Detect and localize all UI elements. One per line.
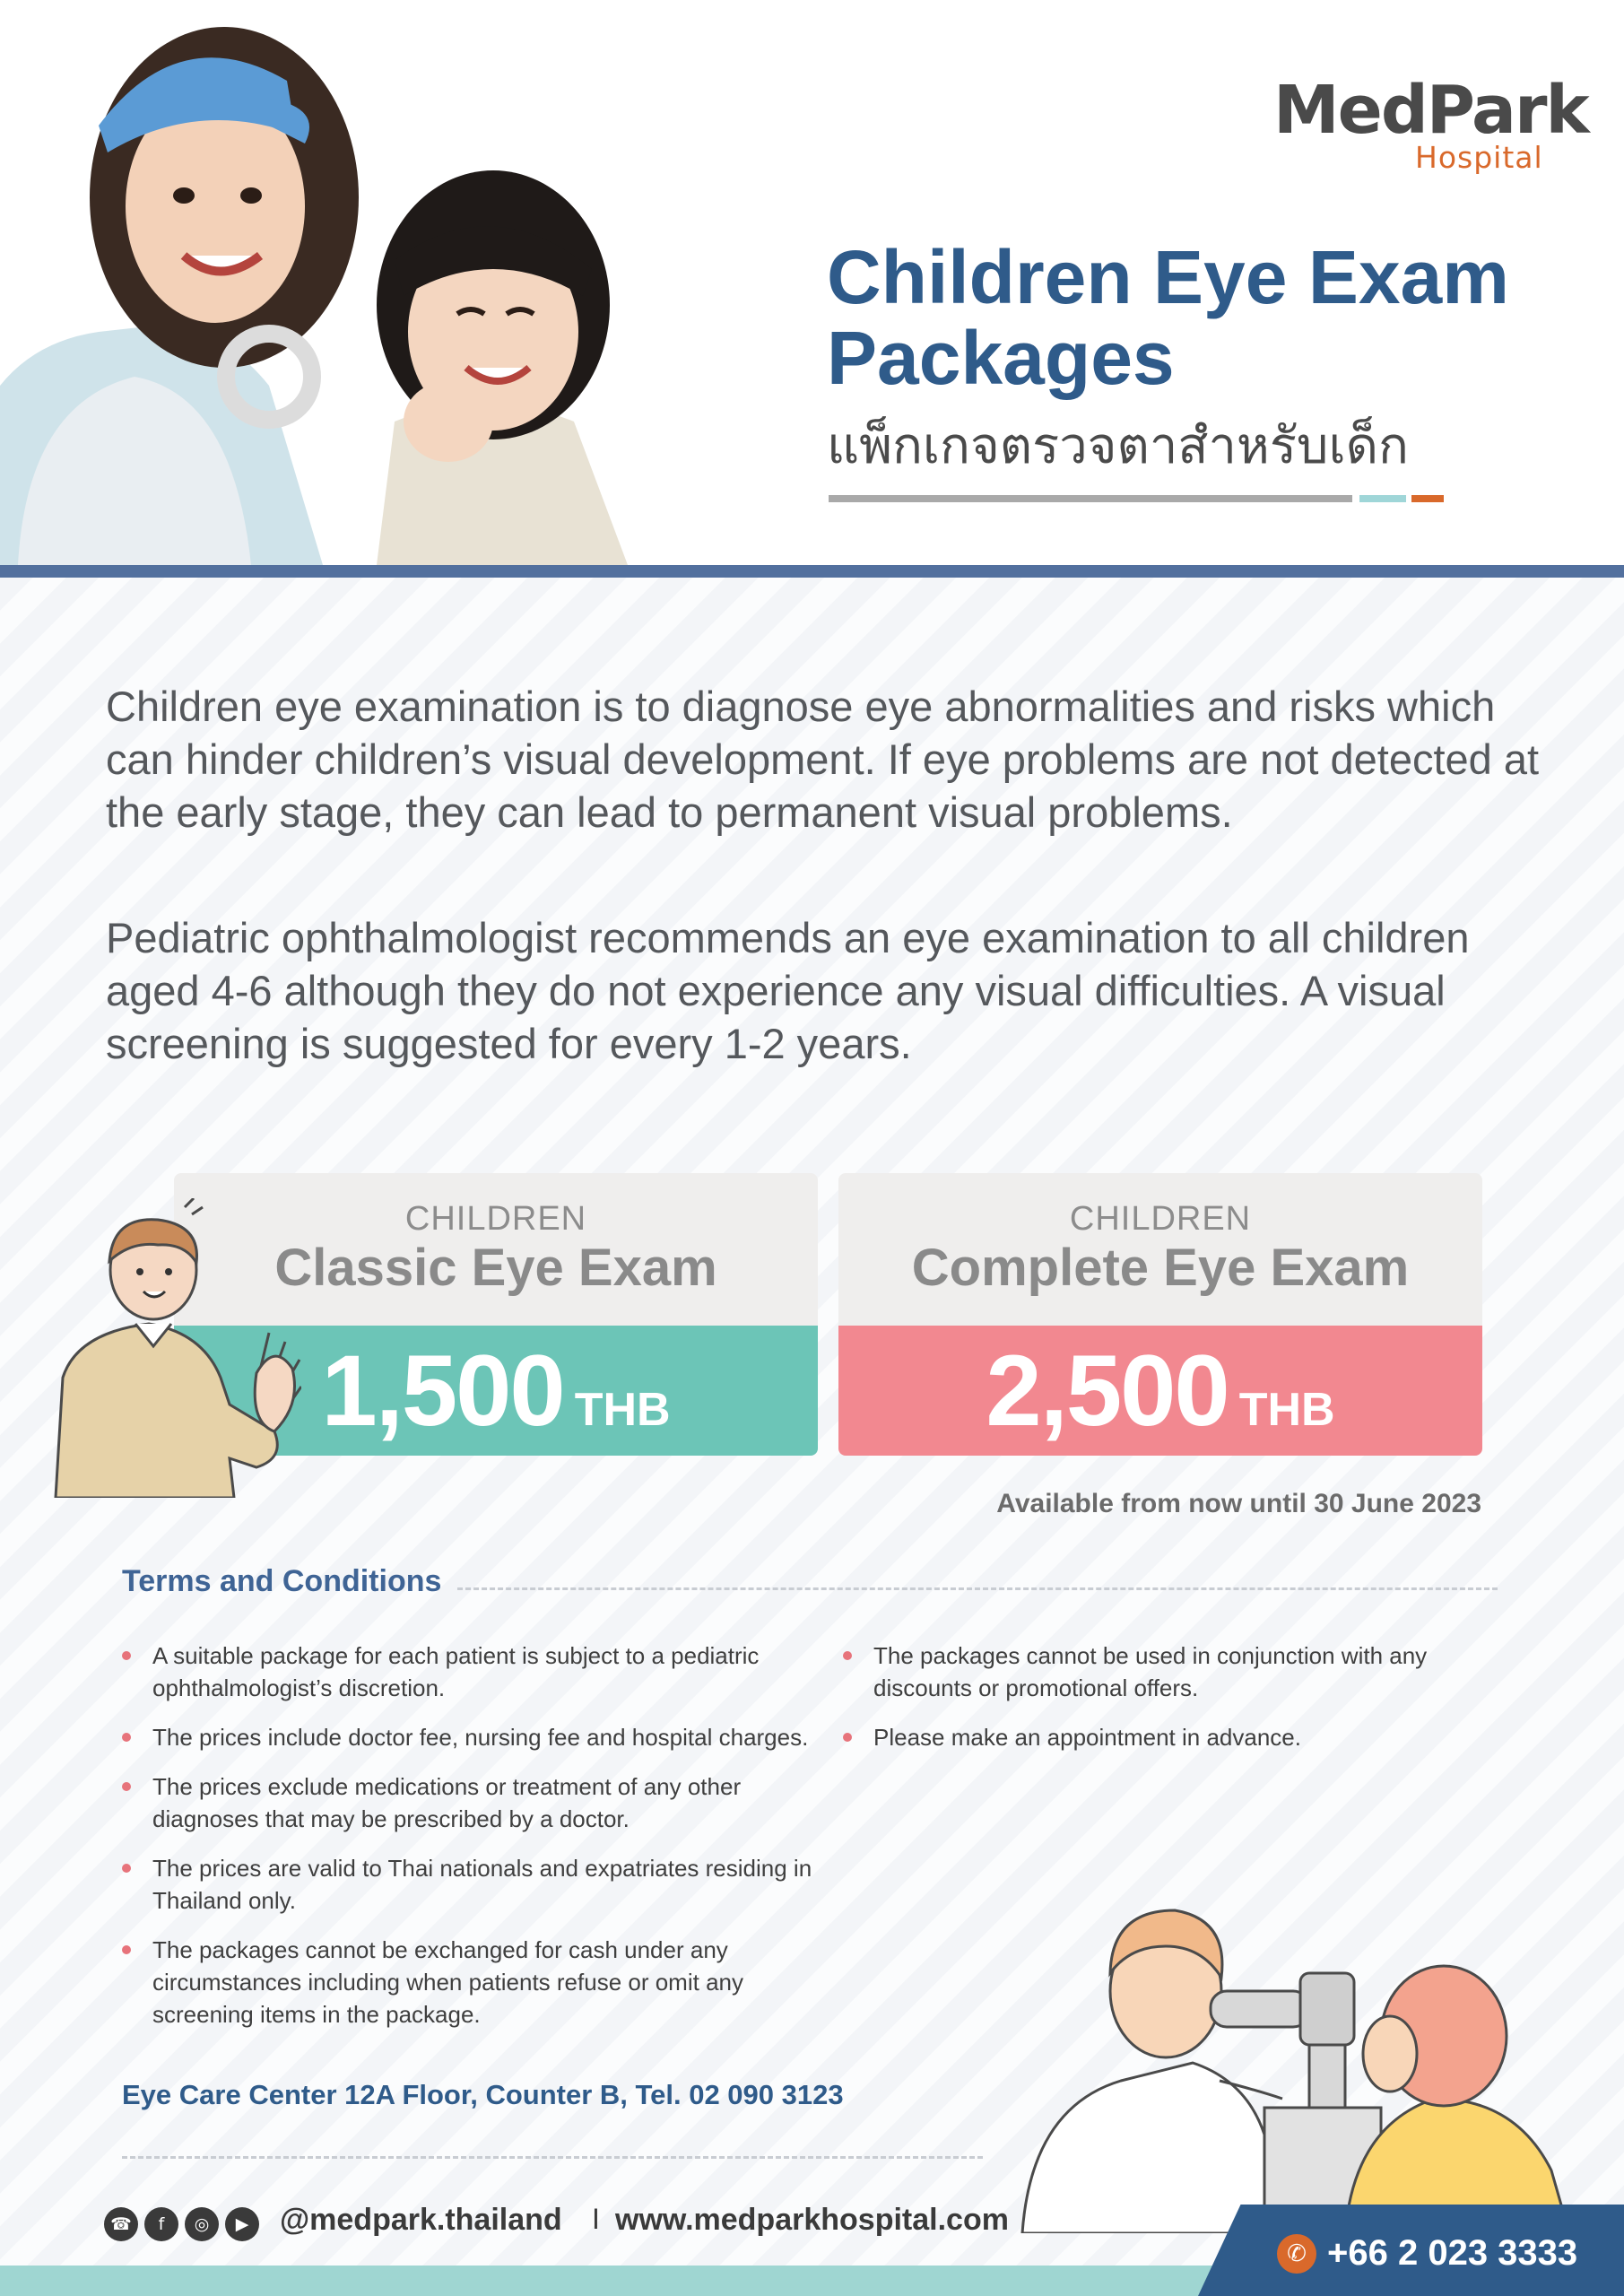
instagram-icon[interactable]: ◎ xyxy=(185,2207,219,2241)
phone-number[interactable]: +66 2 023 3333 xyxy=(1327,2233,1578,2273)
eye-care-center-contact: Eye Care Center 12A Floor, Counter B, Tel. 02 090 3123 xyxy=(122,2079,844,2110)
bullet-icon xyxy=(843,1733,852,1742)
terms-item-text: The prices are valid to Thai nationals and expatriates residing in Thailand only. xyxy=(152,1855,812,1914)
terms-divider xyxy=(457,1587,1498,1590)
footer-separator: I xyxy=(592,2203,600,2235)
social-handle[interactable]: @medpark.thailand xyxy=(280,2203,562,2237)
terms-item xyxy=(122,1934,821,2031)
terms-list-right xyxy=(843,1639,1524,1770)
title-divider-orange xyxy=(1411,495,1444,502)
bullet-icon xyxy=(122,1651,131,1660)
phone-icon: ✆ xyxy=(1277,2234,1316,2274)
package-currency: THB xyxy=(1238,1384,1335,1436)
website-link[interactable]: www.medparkhospital.com xyxy=(615,2203,1009,2237)
two-children-photo-icon xyxy=(0,0,682,565)
waving-boy-illustration-icon xyxy=(50,1198,301,1498)
title-divider-teal xyxy=(1359,495,1406,502)
package-card-header xyxy=(838,1173,1482,1326)
package-name: Complete Eye Exam xyxy=(911,1239,1410,1297)
facebook-icon[interactable]: f xyxy=(144,2207,178,2241)
terms-item xyxy=(122,1639,821,1704)
medpark-logo-subtitle: Hospital xyxy=(1415,140,1543,175)
terms-item-text: The packages cannot be exchanged for cash under any circumstances including when patients refuse or omit any screening items in the package. xyxy=(152,1936,743,2028)
package-name: Classic Eye Exam xyxy=(274,1239,717,1297)
package-price: 1,500 xyxy=(321,1335,564,1447)
terms-item xyxy=(843,1639,1524,1704)
terms-list-left xyxy=(122,1639,821,2048)
terms-item xyxy=(843,1721,1524,1753)
intro-paragraph-2: Pediatric ophthalmologist recommends an eye examination to all children aged 4-6 although they do not experience any visual difficulties. A visual screening is suggested for every 1-2 years. xyxy=(106,914,1470,1067)
terms-item-text: A suitable package for each patient is subject to a pediatric ophthalmologist’s discretion. xyxy=(152,1642,760,1701)
medpark-logo: MedPark xyxy=(1273,72,1588,149)
bullet-icon xyxy=(843,1651,852,1660)
terms-title: Terms and Conditions xyxy=(122,1564,442,1598)
intro-paragraph-1: Children eye examination is to diagnose eye abnormalities and risks which can hinder children’s visual development. If eye problems are not detected at the early stage, they can lead to permanent visual problems. xyxy=(106,683,1540,836)
page-title-thai: แพ็กเกจตรวจตาสำหรับเด็ก xyxy=(827,417,1409,475)
footer-divider xyxy=(122,2156,983,2159)
eye-exam-doctor-illustration-icon xyxy=(1013,1812,1587,2233)
youtube-icon[interactable]: ▶ xyxy=(225,2207,259,2241)
bullet-icon xyxy=(122,1733,131,1742)
terms-item-text: The packages cannot be used in conjunction with any discounts or promotional offers. xyxy=(873,1642,1428,1701)
terms-item xyxy=(122,1852,821,1917)
terms-item-text: The prices exclude medications or treatment of any other diagnoses that may be prescribed by a doctor. xyxy=(152,1773,742,1832)
bullet-icon xyxy=(122,1945,131,1954)
page-title: Children Eye Exam Packages xyxy=(827,235,1509,400)
package-price: 2,500 xyxy=(986,1335,1229,1447)
package-currency: THB xyxy=(574,1384,671,1436)
header-band xyxy=(0,565,1624,578)
title-divider-grey xyxy=(829,495,1352,502)
package-kicker: CHILDREN xyxy=(1069,1200,1252,1238)
hero-section xyxy=(0,0,1624,565)
terms-item-text: The prices include doctor fee, nursing fee and hospital charges. xyxy=(152,1724,809,1751)
package-card-complete xyxy=(838,1173,1482,1456)
availability-note: Available from now until 30 June 2023 xyxy=(996,1489,1481,1518)
bullet-icon xyxy=(122,1864,131,1873)
bullet-icon xyxy=(122,1782,131,1791)
package-price-band xyxy=(838,1326,1482,1456)
terms-item xyxy=(122,1770,821,1835)
package-kicker: CHILDREN xyxy=(404,1200,587,1238)
terms-item xyxy=(122,1721,821,1753)
line-icon[interactable]: ☎ xyxy=(104,2207,138,2241)
terms-item-text: Please make an appointment in advance. xyxy=(873,1724,1301,1751)
